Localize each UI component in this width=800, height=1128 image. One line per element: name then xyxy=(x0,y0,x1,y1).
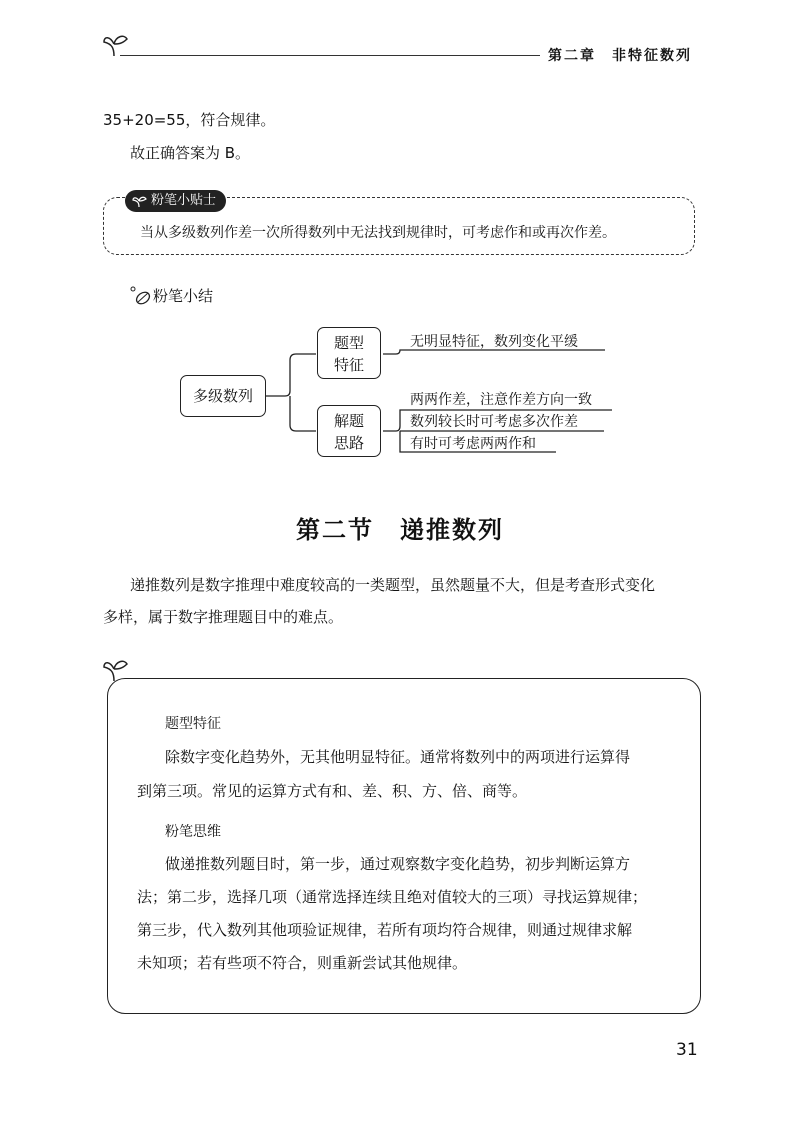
feature-text-2-line-2: 法；第二步，选择几项（通常选择连续且绝对值较大的三项）寻找运算规律； xyxy=(137,888,648,906)
chapter-title: 第二章 非特征数列 xyxy=(548,48,692,64)
mind-map-connectors xyxy=(0,0,800,480)
root-label: 多级数列 xyxy=(192,387,253,405)
mind-map-root xyxy=(180,375,266,417)
tip-text: 当从多级数列作差一次所得数列中无法找到规律时，可考虑作和或再次作差。 xyxy=(140,225,616,241)
intro-line-1: 35+20=55，符合规律。 xyxy=(103,111,276,129)
branch2-line1: 解题 xyxy=(333,412,364,430)
page-number: 31 xyxy=(676,1040,698,1060)
leaf-2: 两两作差，注意作差方向一致 xyxy=(410,392,592,408)
leaf-3: 数列较长时可考虑多次作差 xyxy=(410,414,578,430)
feature-text-2-line-4: 未知项；若有些项不符合，则重新尝试其他规律。 xyxy=(137,954,468,972)
feature-text-2-line-3: 第三步，代入数列其他项验证规律，若所有项均符合规律，则通过规律求解 xyxy=(137,921,633,939)
mind-map-branch-approach xyxy=(317,405,381,457)
feature-heading-1: 题型特征 xyxy=(165,716,221,732)
leaf-4: 有时可考虑两两作和 xyxy=(410,436,536,452)
intro-line-2: 故正确答案为 B。 xyxy=(130,144,251,162)
tip-label-text: 粉笔小贴士 xyxy=(151,193,217,208)
section-para-line-1: 递推数列是数字推理中难度较高的一类题型，虽然题量不大，但是考查形式变化 xyxy=(130,576,656,594)
branch1-line1: 题型 xyxy=(333,334,364,352)
branch2-line2: 思路 xyxy=(333,434,364,452)
feature-text-2-line-1: 做递推数列题目时，第一步，通过观察数字变化趋势，初步判断运算方 xyxy=(165,855,631,873)
section-title: 第二节 递推数列 xyxy=(296,516,504,544)
mind-map-branch-features xyxy=(317,327,381,379)
section-para-line-2: 多样，属于数字推理题目中的难点。 xyxy=(103,608,344,626)
feature-heading-2: 粉笔思维 xyxy=(165,824,221,840)
branch1-line2: 特征 xyxy=(333,356,364,374)
feature-text-1-line-1: 除数字变化趋势外，无其他明显特征。通常将数列中的两项进行运算得 xyxy=(165,748,631,766)
feature-text-1-line-2: 到第三项。常见的运算方式有和、差、积、方、倍、商等。 xyxy=(137,782,528,800)
summary-title: 粉笔小结 xyxy=(153,287,214,305)
leaf-1: 无明显特征，数列变化平缓 xyxy=(410,334,578,350)
